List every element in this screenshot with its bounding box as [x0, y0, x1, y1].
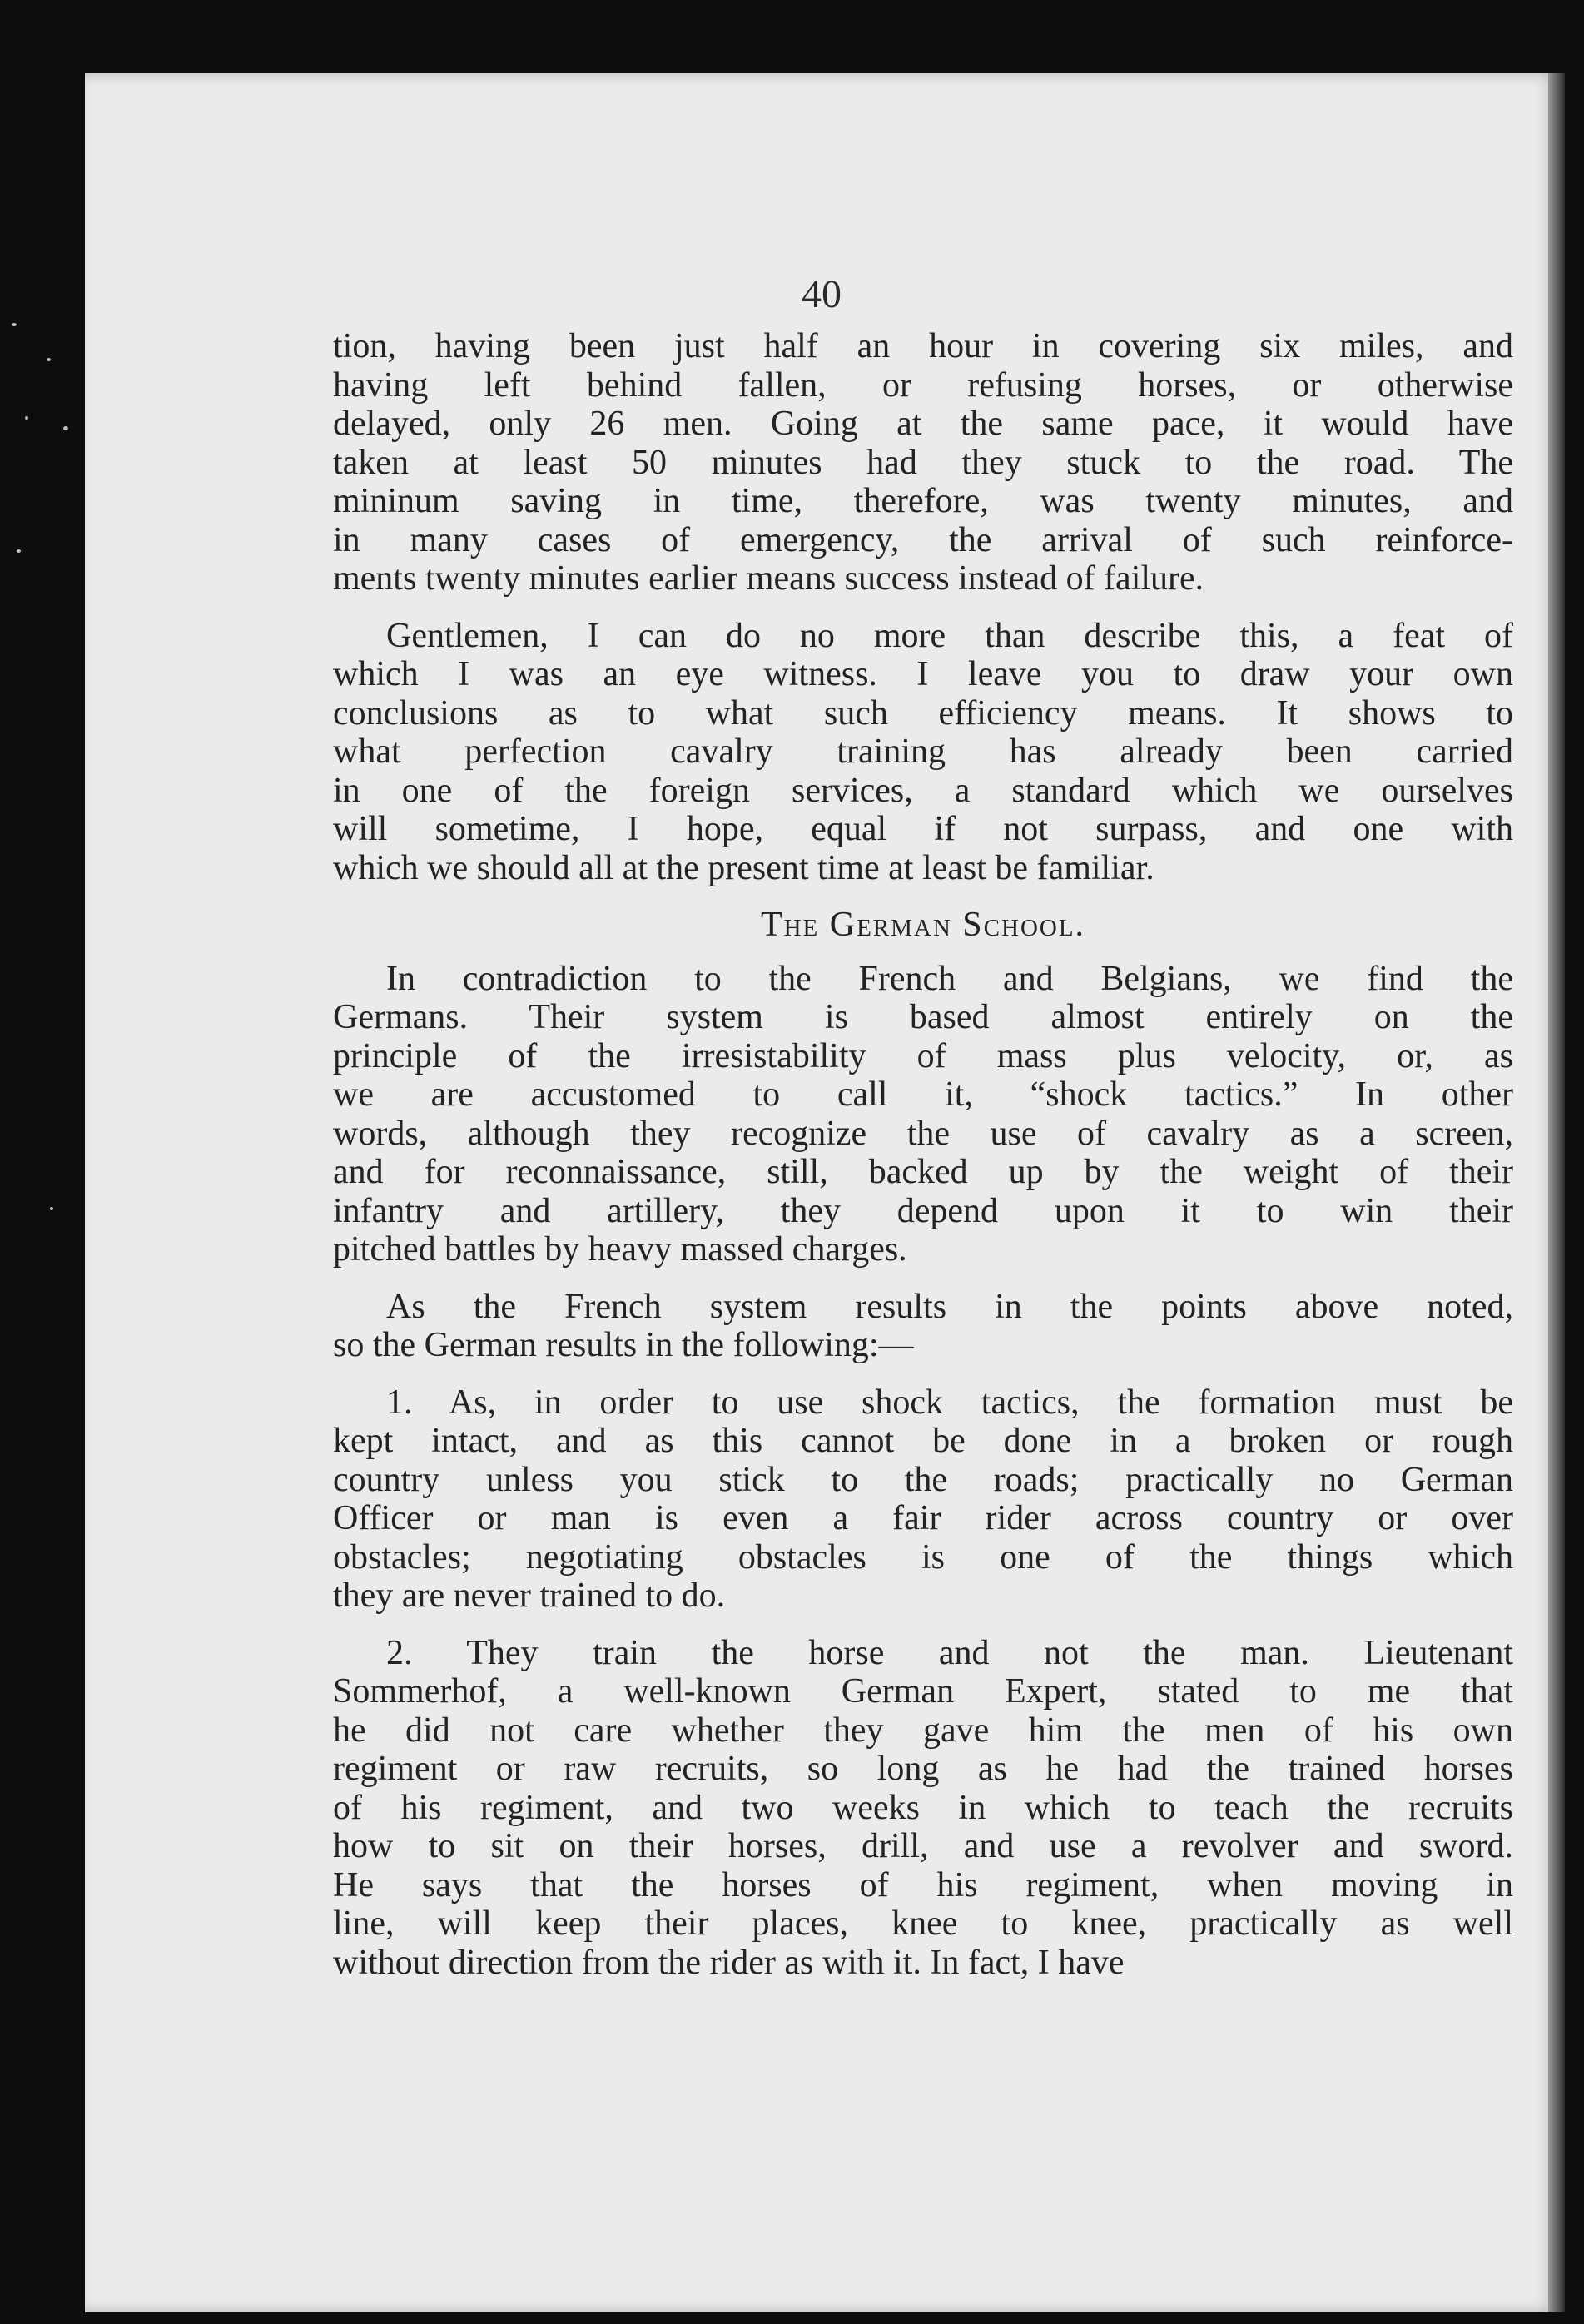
text-line: which we should all at the present time at least be familiar.: [333, 848, 1154, 887]
text-line: 2. They train the horse and not the man. Lieutenant: [386, 1633, 1513, 1672]
text-line: and for reconnaissance, still, backed up by the weight of their: [333, 1153, 1513, 1191]
text-line: of his regiment, and two weeks in which to teach the recruits: [333, 1788, 1513, 1827]
scan-speck: [12, 323, 17, 326]
text-line: which I was an eye witness. I leave you to draw your own: [333, 655, 1513, 693]
text-line: pitched battles by heavy massed charges.: [333, 1230, 907, 1269]
scan-speck: [50, 1207, 53, 1210]
paragraph: [333, 1288, 1513, 1365]
paragraph: [333, 617, 1513, 888]
text-line: obstacles; negotiating obstacles is one of the things which: [333, 1537, 1513, 1577]
text-line: he did not care whether they gave him the men of his own: [333, 1711, 1513, 1750]
text-line: we are accustomed to call it, “shock tactics.” In other: [333, 1075, 1513, 1114]
text-line: He says that the horses of his regiment, when moving in: [333, 1865, 1513, 1904]
text-line: country unless you stick to the roads; practically no German: [333, 1460, 1513, 1499]
text-line: so the German results in the following:—: [333, 1326, 914, 1364]
section-heading: The German School.: [760, 906, 1086, 944]
body-text: [333, 327, 1513, 2000]
text-line: tion, having been just half an hour in covering six miles, and: [333, 327, 1513, 365]
book-page: [85, 73, 1558, 2312]
text-line: having left behind fallen, or refusing horses, or otherwise: [333, 365, 1513, 405]
text-line: line, will keep their places, knee to knee, practically as well: [333, 1904, 1513, 1943]
text-line: words, although they recognize the use of cavalry as a screen,: [333, 1114, 1513, 1153]
text-line: they are never trained to do.: [333, 1577, 726, 1615]
text-line: regiment or raw recruits, so long as he had the trained horses: [333, 1750, 1513, 1788]
text-line: how to sit on their horses, drill, and use a revolver and sword.: [333, 1827, 1513, 1865]
text-line: principle of the irresistability of mass plus velocity, or, as: [333, 1036, 1513, 1075]
scan-speck: [63, 426, 68, 430]
text-line: in one of the foreign services, a standard which we ourselves: [333, 771, 1513, 810]
paragraph: [333, 960, 1513, 1269]
text-line: without direction from the rider as with it. In fact, I have: [333, 1943, 1125, 1982]
text-line: what perfection cavalry training has already been carried: [333, 732, 1513, 771]
paragraph: [333, 1383, 1513, 1616]
paragraph: [333, 1634, 1513, 1983]
text-line: ments twenty minutes earlier means success instead of failure.: [333, 559, 1204, 598]
text-line: in many cases of emergency, the arrival of such reinforce-: [333, 520, 1513, 559]
text-line: Gentlemen, I can do no more than describe this, a feat of: [386, 616, 1513, 655]
text-line: mininum saving in time, therefore, was twenty minutes, and: [333, 482, 1513, 520]
text-line: Sommerhof, a well-known German Expert, stated to me that: [333, 1672, 1513, 1711]
paragraph: [333, 327, 1513, 598]
text-line: conclusions as to what such efficiency means. It shows to: [333, 693, 1513, 732]
text-line: As the French system results in the points above noted,: [386, 1287, 1513, 1326]
text-line: Officer or man is even a fair rider across country or over: [333, 1499, 1513, 1537]
page-edge-shadow: [1548, 73, 1565, 2312]
text-line: taken at least 50 minutes had they stuck to the road. The: [333, 443, 1513, 482]
text-line: Germans. Their system is based almost entirely on the: [333, 998, 1513, 1036]
page-number: 40: [802, 272, 842, 316]
scan-speck: [25, 416, 28, 420]
text-line: delayed, only 26 men. Going at the same pace, it would have: [333, 405, 1513, 443]
scan-speck: [17, 549, 21, 553]
text-line: In contradiction to the French and Belgians, we find the: [386, 959, 1513, 998]
scan-speck: [47, 358, 51, 361]
text-line: infantry and artillery, they depend upon it to win their: [333, 1191, 1513, 1230]
text-line: 1. As, in order to use shock tactics, the formation must be: [386, 1383, 1513, 1422]
text-line: will sometime, I hope, equal if not surpass, and one with: [333, 810, 1513, 848]
text-line: kept intact, and as this cannot be done in a broken or rough: [333, 1422, 1513, 1460]
